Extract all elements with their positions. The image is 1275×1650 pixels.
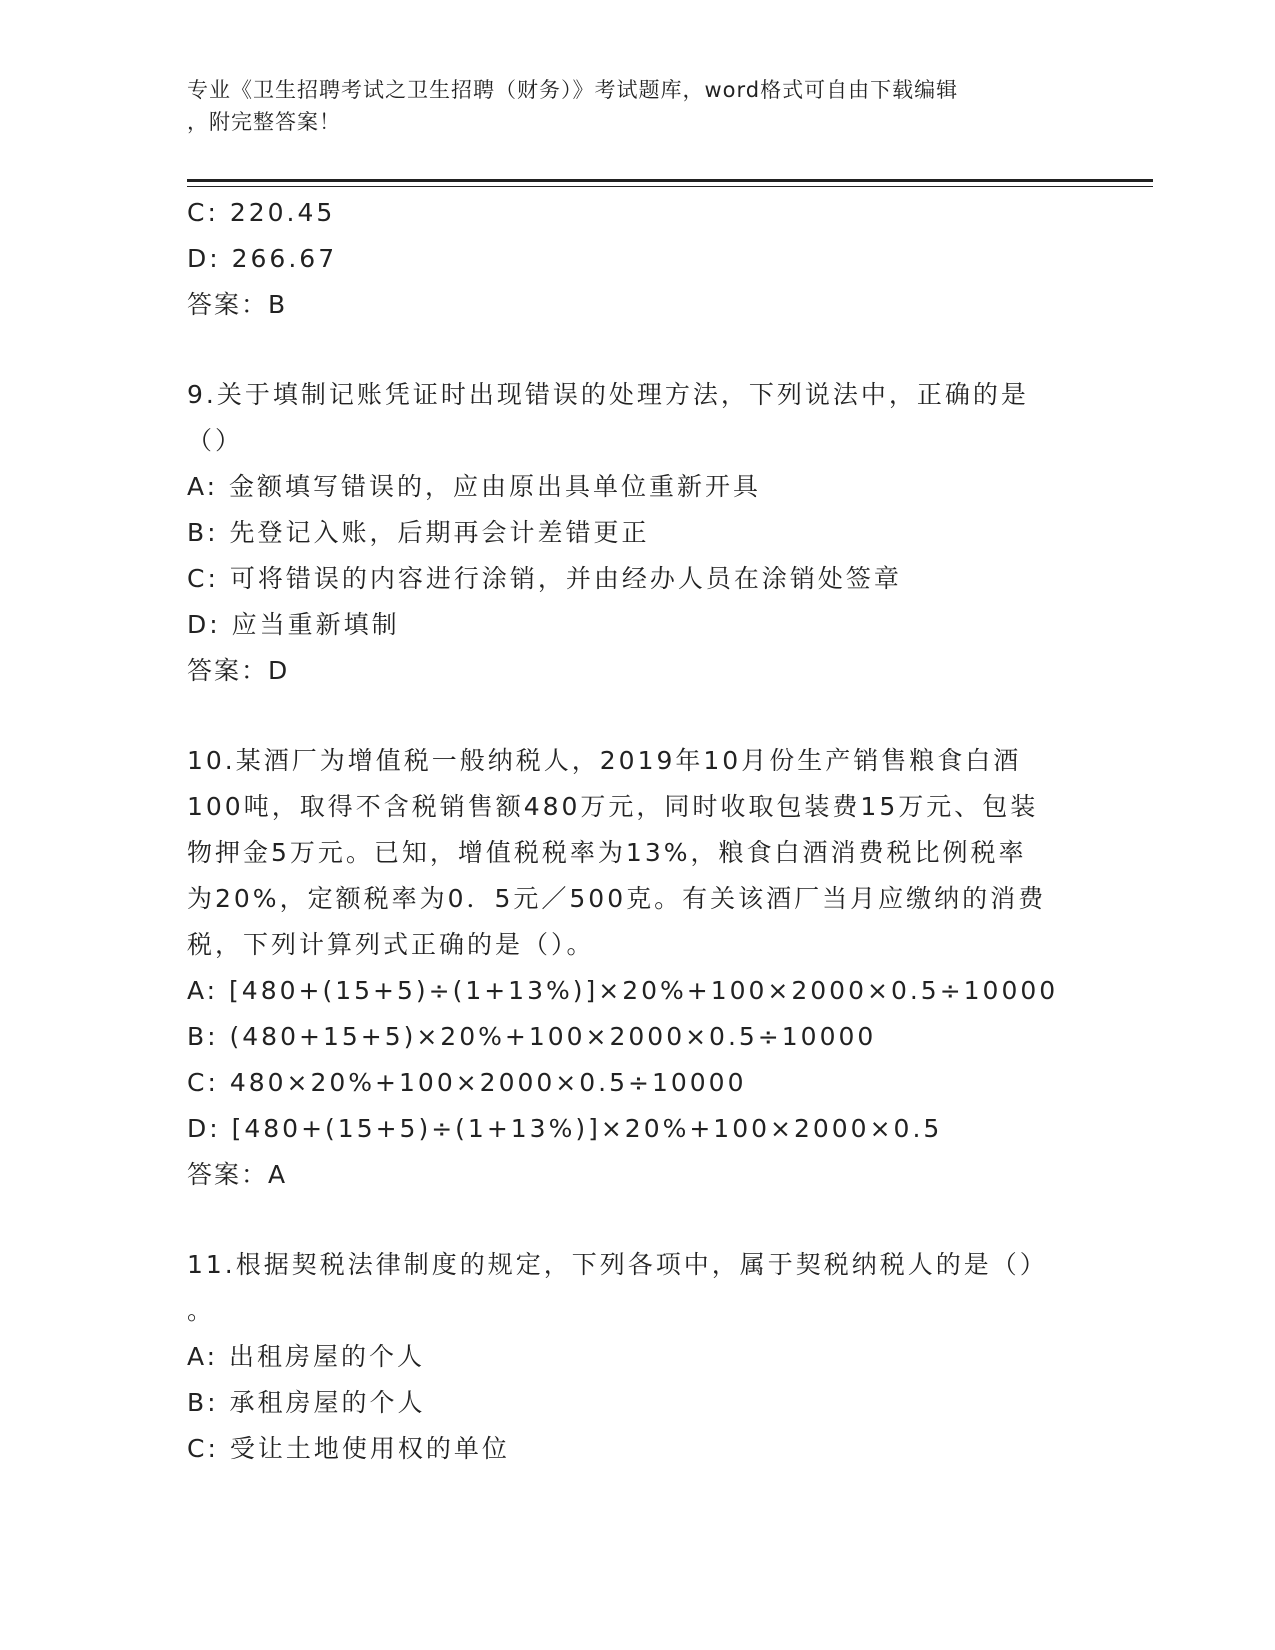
option-a: A: [480+(15+5)÷(1+13%)]×20%+100×2000×0.5÷10000 xyxy=(187,976,1059,1005)
question-stem-line: 100吨，取得不含税销售额480万元，同时收取包装费15万元、包装 xyxy=(187,792,1039,821)
question-stem-line: 9.关于填制记账凭证时出现错误的处理方法，下列说法中，正确的是 xyxy=(187,380,1029,409)
question-stem-line: 11.根据契税法律制度的规定，下列各项中，属于契税纳税人的是（） xyxy=(187,1250,1048,1279)
option-b: B: 先登记入账，后期再会计差错更正 xyxy=(187,518,650,547)
prev-question xyxy=(187,190,1087,328)
document-header xyxy=(187,74,1067,138)
question-10 xyxy=(187,738,1087,1198)
spacer xyxy=(187,328,1087,372)
header-rule-thick xyxy=(187,179,1153,182)
option-d: D: [480+(15+5)÷(1+13%)]×20%+100×2000×0.5 xyxy=(187,1114,943,1143)
option-c: C: 受让土地使用权的单位 xyxy=(187,1434,510,1463)
header-line-1: 专业《卫生招聘考试之卫生招聘（财务）》考试题库，word格式可自由下载编辑 xyxy=(187,78,959,102)
question-content xyxy=(187,190,1087,1472)
option-a: A: 金额填写错误的，应由原出具单位重新开具 xyxy=(187,472,762,501)
option-d: D: 应当重新填制 xyxy=(187,610,400,639)
header-line-2: ，附完整答案！ xyxy=(187,110,341,134)
option-a: A: 出租房屋的个人 xyxy=(187,1342,426,1371)
option-c: C: 480×20%+100×2000×0.5÷10000 xyxy=(187,1068,747,1097)
answer-label: 答案：A xyxy=(187,1160,288,1189)
question-stem-line: 10.某酒厂为增值税一般纳税人，2019年10月份生产销售粮食白酒 xyxy=(187,746,1022,775)
option-c: C: 可将错误的内容进行涂销，并由经办人员在涂销处签章 xyxy=(187,564,902,593)
spacer xyxy=(187,694,1087,738)
option-c: C: 220.45 xyxy=(187,198,336,227)
option-d: D: 266.67 xyxy=(187,244,338,273)
answer-label: 答案：D xyxy=(187,656,290,685)
spacer xyxy=(187,1198,1087,1242)
question-stem-line: 。 xyxy=(187,1296,216,1325)
question-stem-line: （） xyxy=(187,426,244,455)
option-b: B: (480+15+5)×20%+100×2000×0.5÷10000 xyxy=(187,1022,877,1051)
question-stem-line: 税，下列计算列式正确的是（）。 xyxy=(187,930,595,959)
option-b: B: 承租房屋的个人 xyxy=(187,1388,426,1417)
header-rule-thin xyxy=(187,186,1153,187)
answer-label: 答案：B xyxy=(187,290,288,319)
question-stem-line: 为20%，定额税率为0．5元／500克。有关该酒厂当月应缴纳的消费 xyxy=(187,884,1047,913)
question-stem-line: 物押金5万元。已知，增值税税率为13%，粮食白酒消费税比例税率 xyxy=(187,838,1027,867)
question-9 xyxy=(187,372,1087,694)
question-11 xyxy=(187,1242,1087,1472)
